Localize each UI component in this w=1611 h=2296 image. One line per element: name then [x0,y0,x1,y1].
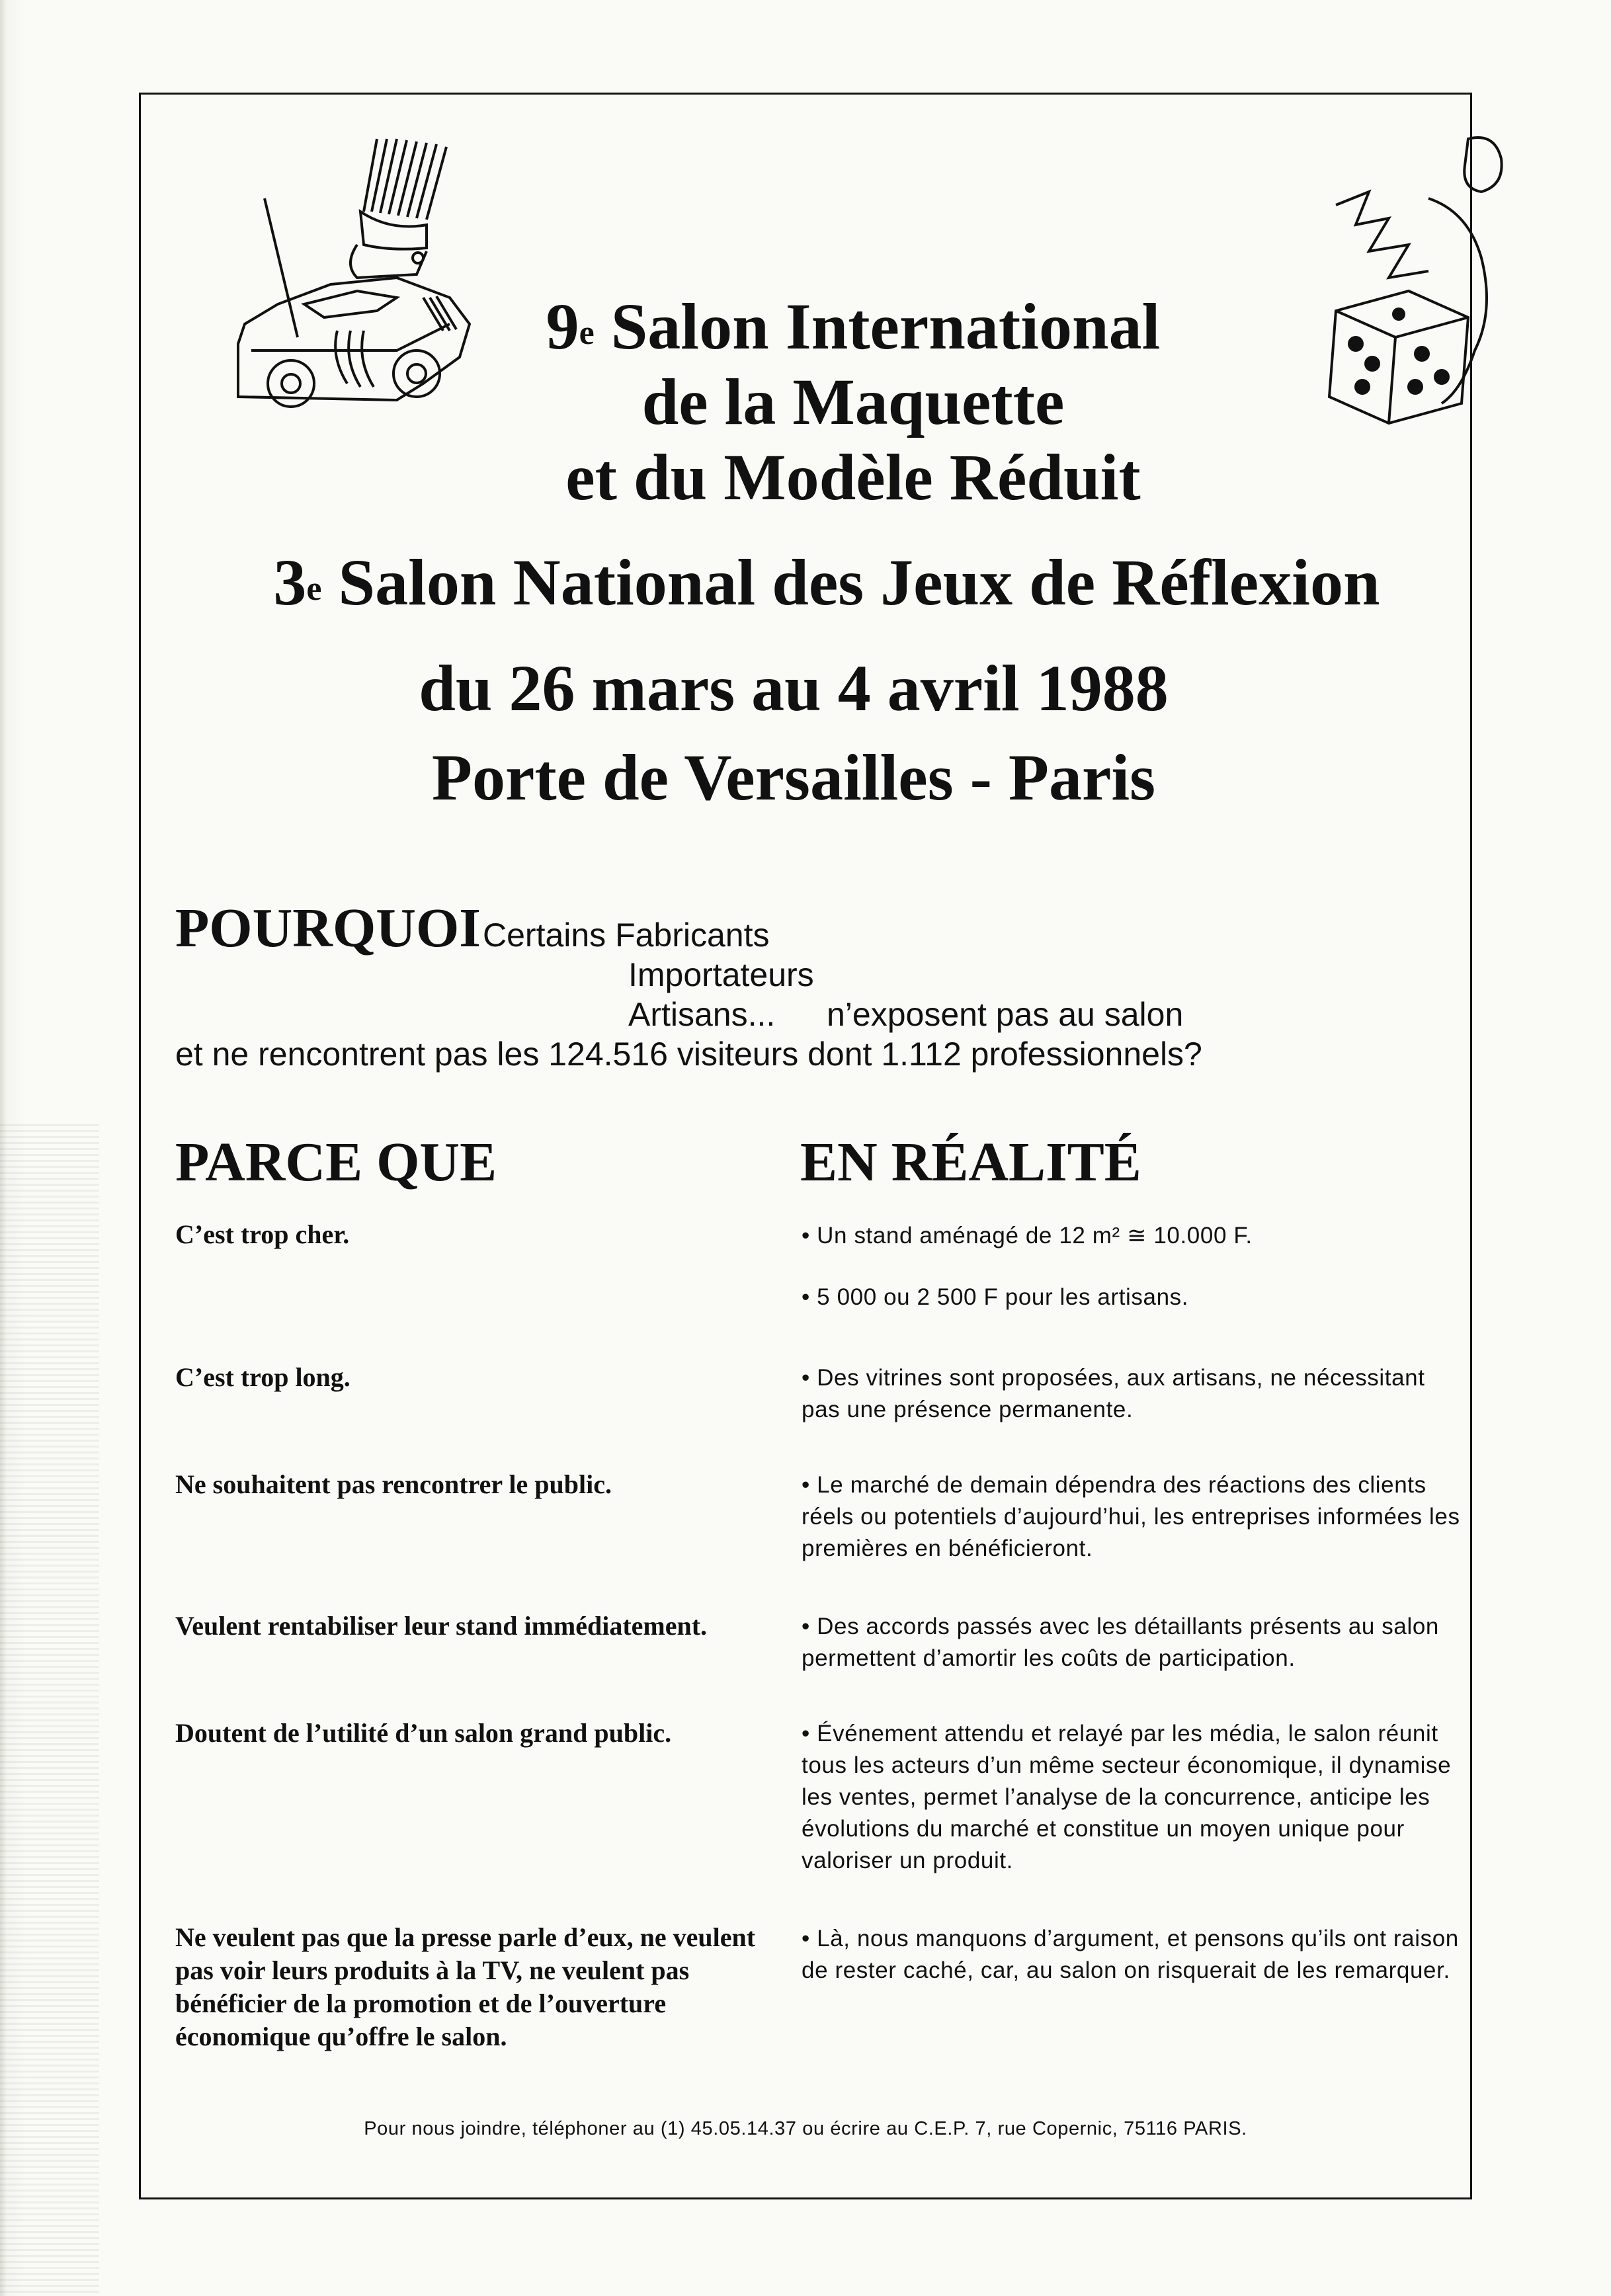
title-line-2: de la Maquette [641,365,1065,438]
pourquoi-line-2: Importateurs [628,956,814,993]
pourquoi-line-3a: Artisans... [628,996,776,1033]
pourquoi-line-1: Certains Fabricants [483,917,770,954]
reality-text: • Là, nous manquons d’argument, et pensons qu’ils ont raison de rester caché, car, au salon on risquerait de les remarquer. [802,1926,1459,1983]
reason-text: C’est trop long. [175,1362,351,1392]
reality-text: • Un stand aménagé de 12 m² ≅ 10.000 F. [802,1223,1253,1249]
contact-footer: Pour nous joindre, téléphoner au (1) 45.05.14.37 ou écrire au C.E.P. 7, rue Copernic, 75116 PARIS. [364,2118,1247,2139]
right-column-heading: EN RÉALITÉ [800,1131,1141,1193]
title-line-1: 9e Salon International [546,290,1161,363]
title-line-3: et du Modèle Réduit [565,440,1141,514]
reason-text: Ne veulent pas que la presse parle d’eux, ne veulent pas voir leurs produits à la TV, ne veulent pas bénéficier de la promotion et de l’ouverture économique qu’offre le salon. [175,1922,756,2051]
reason-text: Veulent rentabiliser leur stand immédiatement. [175,1611,708,1641]
dice-and-dragon-illustration [1316,126,1528,436]
reality-text: • Le marché de demain dépendra des réactions des clients réels ou potentiels d’aujourd’hui, les entreprises informées les premières en bénéficieront. [802,1472,1460,1561]
left-column-heading: PARCE QUE [175,1131,497,1193]
scan-noise [0,1124,99,2295]
reason-text: Ne souhaitent pas rencontrer le public. [175,1469,612,1499]
subtitle: 3e Salon National des Jeux de Réflexion [273,546,1380,619]
event-dates: du 26 mars au 4 avril 1988 [419,651,1169,725]
pourquoi-line-4: et ne rencontrent pas les 124.516 visiteurs dont 1.112 professionnels? [175,1036,1202,1073]
reality-text: • Des vitrines sont proposées, aux artisans, ne nécessitant pas une présence permanente. [802,1365,1425,1422]
event-place: Porte de Versailles - Paris [431,741,1156,814]
pourquoi-line-3b: n’exposent pas au salon [827,996,1184,1033]
reality-text: • Événement attendu et relayé par les média, le salon réunit tous les acteurs d’un même secteur économique, il dynamise les ventes, permet l’analyse de la concurrence, anticipe les évolutions du marché et constitue un moyen unique pour valoriser un produit. [802,1721,1452,1873]
reality-text: • Des accords passés avec les détaillants présents au salon permettent d’amortir les coûts de participation. [802,1614,1439,1671]
reason-text: C’est trop cher. [175,1219,350,1249]
reality-text: • 5 000 ou 2 500 F pour les artisans. [802,1284,1189,1310]
reason-text: Doutent de l’utilité d’un salon grand public. [175,1718,672,1748]
pourquoi-heading: POURQUOI [175,897,481,959]
